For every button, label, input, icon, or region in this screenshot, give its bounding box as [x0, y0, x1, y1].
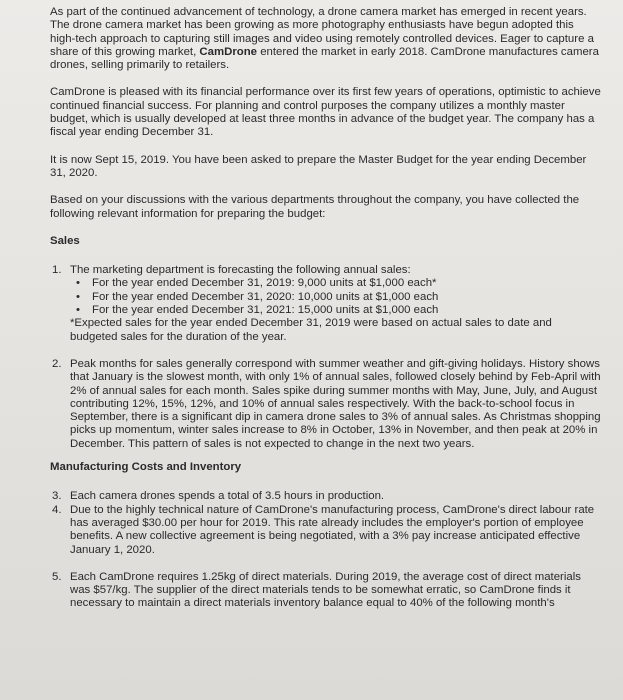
- item-1-note: *Expected sales for the year ended December 31, 2019 were based on actual sales to date and budgeted sales for the duration of the year.: [70, 317, 552, 343]
- list-item-5: [50, 571, 601, 611]
- spacer: [50, 344, 601, 358]
- sales-forecast-bullets: [70, 277, 601, 317]
- bullet-item: [70, 291, 601, 304]
- bullet-item: [70, 277, 601, 290]
- bullet-text: For the year ended December 31, 2019: 9,000 units at $1,000 each*: [92, 277, 437, 290]
- bullet-icon: •: [76, 290, 80, 303]
- intro-text-a: As part of the continued advancement of technology, a drone camera market has emerged in recent years. The drone camera market has been growing as more photography enthusiasts have begun adopted this high-tech approach to capturing still images and video using remotely controlled devices. Eager to capture a share of this growing market,: [50, 6, 594, 58]
- company-name: CamDrone: [199, 45, 258, 58]
- bullet-icon: •: [76, 304, 80, 317]
- item-number: 1.: [52, 264, 62, 277]
- item-number: 2.: [52, 357, 62, 370]
- bullet-icon: •: [76, 277, 80, 290]
- item-1-text: The marketing department is forecasting the following annual sales:: [70, 264, 411, 277]
- item-number: 5.: [52, 570, 62, 583]
- item-3-text: Each camera drones spends a total of 3.5 hours in production.: [70, 490, 385, 503]
- sales-list: [50, 264, 601, 451]
- list-item-1: [50, 264, 601, 344]
- intro-text-b: entered the market in early 2018. CamDrone manufactures camera drones, selling primarily to retailers.: [50, 45, 599, 72]
- intro-paragraph-1: [50, 6, 601, 72]
- spacer: [50, 451, 601, 461]
- item-number: 3.: [52, 490, 62, 503]
- list-item-2: [50, 358, 601, 451]
- intro-paragraph-4: Based on your discussions with the various departments throughout the company, you have collected the following relevant information for preparing the budget:: [50, 194, 580, 220]
- item-number: 4.: [52, 503, 62, 516]
- item-2-text: Peak months for sales generally correspond with summer weather and gift-giving holidays. History shows that January is the slowest month, with only 1% of annual sales, followed closely behind by Feb-April with 2% of annual sales for each month. Sales spike during summer months with May, June, July, and August contributing 12%, 15%, 12%, and 10% of annual sales respectively. With the back-to-school focus in September, there is a significant dip in camera drone sales to 3% of annual sales. As Christmas shopping picks up momentum, winter sales increase to 8% in October, 13% in November, and then peak at 20% in December. This pattern of sales is not expected to change in the next two years.: [70, 357, 601, 450]
- intro-paragraph-2: CamDrone is pleased with its financial performance over its first few years of operations, optimistic to achieve continued financial success. For planning and control purposes the company utilizes a monthly master budget, which is usually developed at least three months in advance of the budget year. The company has a fiscal year ending December 31.: [50, 86, 601, 139]
- spacer: [50, 557, 601, 571]
- item-5-text: Each CamDrone requires 1.25kg of direct materials. During 2019, the average cost of direct materials was $57/kg. The supplier of the direct materials tends to be somewhat erratic, so CamDrone finds it necessary to maintain a direct materials inventory balance equal to 40% of the following month's: [70, 570, 581, 610]
- manufacturing-heading: Manufacturing Costs and Inventory: [50, 461, 242, 474]
- item-4-text: Due to the highly technical nature of CamDrone's manufacturing process, CamDrone's direct labour rate has averaged $30.00 per hour for 2019. This rate already includes the employer's portion of employee benefits. A new collective agreement is being negotiated, with a 3% pay increase anticipated effective January 1, 2020.: [70, 503, 595, 556]
- manufacturing-list: [50, 490, 601, 610]
- intro-paragraph-3: It is now Sept 15, 2019. You have been asked to prepare the Master Budget for the year ending December 31, 2020.: [50, 153, 587, 179]
- bullet-item: [70, 304, 601, 317]
- list-item-3: [50, 490, 601, 503]
- bullet-text: For the year ended December 31, 2020: 10,000 units at $1,000 each: [92, 290, 439, 303]
- list-item-4: [50, 504, 601, 557]
- sales-heading: Sales: [50, 234, 80, 247]
- bullet-text: For the year ended December 31, 2021: 15,000 units at $1,000 each: [92, 304, 439, 317]
